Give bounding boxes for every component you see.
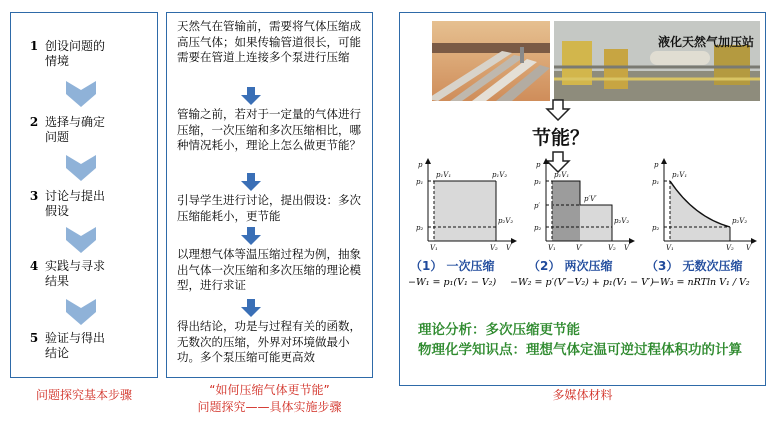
step-3 [23,189,143,219]
step-4 [23,259,143,289]
tick-pprime: p′ [534,202,541,210]
tick-v2: V₂ [726,244,734,252]
arrow-down-icon [241,299,261,317]
caption-middle-line2: 问题探究——具体实施步骤 [197,400,342,414]
step-number: 1 [29,39,39,53]
step-text: 创设问题的情境 [45,39,106,68]
paragraph-3: 引导学生进行讨论，提出假设：多次压缩能耗小，更节能 [177,193,361,223]
photo-label: 液化天然气加压站 [657,35,754,49]
tick-v2: V₂ [490,244,498,252]
multimedia-panel [399,12,766,386]
step-number: 2 [29,115,39,129]
pv-plot-two-step [524,157,636,253]
step-text: 选择与确定问题 [45,115,106,144]
analysis-line: 理论分析：多次压缩更节能 [418,322,580,338]
chevron-down-icon [66,155,96,181]
pipeline-photo [432,21,550,101]
work-area-step2 [580,205,612,241]
step-text: 验证与得出结论 [45,331,106,360]
chevron-down-icon [66,227,96,253]
tick-v1: V₁ [548,244,556,252]
tick-v1: V₁ [666,244,674,252]
caption-left: 问题探究基本步骤 [35,388,132,402]
work-area-step1 [552,181,580,241]
question-text: 节能？ [532,127,590,149]
hollow-arrow-down-icon [545,99,571,121]
lng-station-photo [554,21,760,101]
plot-label-2: （2） 两次压缩 [528,259,613,273]
point-label: p₁V₁ [554,171,570,179]
point-label: p₂V₂ [614,217,630,225]
paragraph-5: 得出结论，功是与过程有关的函数，无数次的压缩，外界对环境做最小功。多个泵压缩可能更高效 [177,319,361,364]
p-axis-label: p [418,161,423,169]
step-text: 实践与寻求结果 [45,259,106,288]
p-axis-label: p [654,161,659,169]
tick-vprime: V′ [576,244,583,252]
step-number: 4 [29,259,39,273]
knowledge-line: 物理化学知识点：理想气体定温可逆过程体积功的计算 [418,342,742,358]
chevron-down-icon [66,299,96,325]
arrow-down-icon [241,173,261,191]
paragraph-2: 管输之前，若对于一定量的气体进行压缩，一次压缩和多次压缩相比，哪种情况耗小，理论上怎么做更节能？ [177,107,361,152]
v-axis-label: V [624,244,630,252]
point-label: p₁V₁ [436,171,452,179]
implementation-panel [166,12,373,378]
arrow-down-icon [241,87,261,105]
arrow-down-icon [241,227,261,245]
chevron-down-icon [66,81,96,107]
tick-p1: p₁ [416,178,424,186]
tick-p1: p₁ [652,178,660,186]
step-number: 5 [29,331,39,345]
paragraph-4: 以理想气体等温压缩过程为例，抽象出气体一次压缩和多次压缩的理论模型，进行求证 [177,247,361,292]
formula-1: −W₁ = p₁(V₁ − V₂) [408,277,497,288]
tick-p2: p₂ [652,224,660,232]
v-axis-label: V [746,244,752,252]
tick-p2: p₂ [416,224,424,232]
step-text: 讨论与提出假设 [45,189,106,218]
plot-label-1: （1） 一次压缩 [410,259,495,273]
point-label: p₁V₂ [492,171,508,179]
tick-p2: p₂ [534,224,542,232]
work-area [434,181,496,241]
step-number: 3 [29,189,39,203]
plot-label-3: （3） 无数次压缩 [646,259,743,273]
paragraph-1: 天然气在管输前，需要将气体压缩成高压气体；如果传输管道很长，可能需要在管道上连接多个泵进行压缩 [177,19,361,64]
step-1 [23,39,143,69]
caption-right: 多媒体材料 [552,388,613,402]
step-5 [23,331,143,361]
tick-v2: V₂ [608,244,616,252]
work-area [670,181,730,241]
point-label: p′V′ [584,195,597,203]
point-label: p₂V₂ [498,217,514,225]
basic-steps-panel [10,12,158,378]
formula-3: −W₃ = nRTln V₁ / V₂ [652,277,750,288]
tick-v1: V₁ [430,244,438,252]
caption-middle-line1: “如何压缩气体更节能” [209,383,330,397]
tick-p1: p₁ [534,178,542,186]
p-axis-label: p [536,161,541,169]
caption-middle [166,382,373,416]
point-label: p₂V₂ [732,217,748,225]
step-2 [23,115,143,145]
point-label: p₁V₁ [672,171,688,179]
pv-plot-single [406,157,518,253]
v-axis-label: V [506,244,512,252]
formula-2: −W₂ = p′(V′−V₂) + p₁(V₁ − V′) [510,277,654,288]
pv-plot-reversible [642,157,760,253]
